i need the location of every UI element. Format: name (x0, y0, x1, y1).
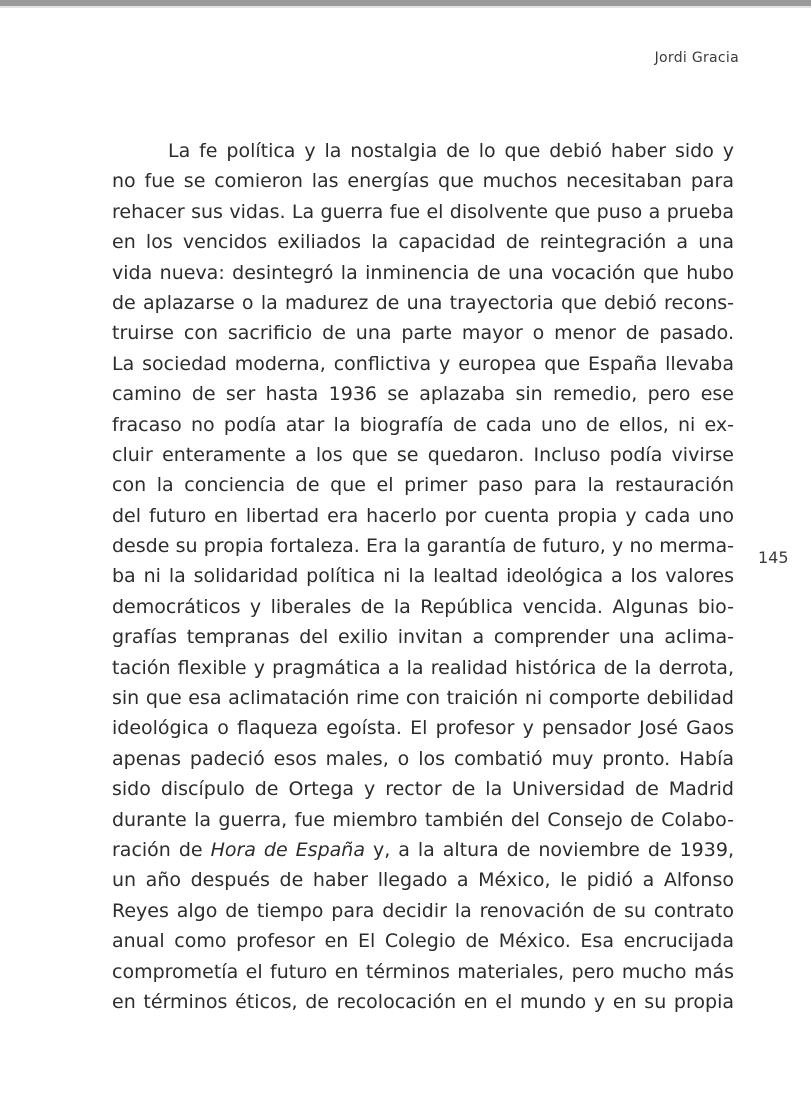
text-line: sin que esa aclimatación rime con traición ni comporte debilidad (112, 687, 734, 710)
book-title: Hora de España (210, 838, 365, 861)
text-line: rehacer sus vidas. La guerra fue el disolvente que puso a prueba (112, 200, 734, 223)
text-line: grafías tempranas del exilio invitan a comprender una aclima- (112, 626, 734, 649)
text-line-with-title (112, 835, 734, 865)
text-line: comprometía el futuro en términos materiales, pero mucho más (112, 960, 734, 983)
text-line: fracaso no podía atar la biografía de cada uno de ellos, ni ex- (112, 413, 734, 436)
text-line: desde su propia fortaleza. Era la garantía de futuro, y no merma- (112, 535, 734, 558)
page-number: 145 (758, 548, 789, 567)
text-line: anual como profesor en El Colegio de México. Esa encrucijada (112, 930, 734, 953)
text-line: no fue se comieron las energías que muchos necesitaban para (112, 170, 734, 193)
text-line: truirse con sacrificio de una parte mayor o menor de pasado. (112, 322, 734, 345)
body-text (112, 136, 734, 1017)
text-line: vida nueva: desintegró la inminencia de una vocación que hubo (112, 261, 734, 284)
text-line: La fe política y la nostalgia de lo que debió haber sido y (168, 140, 734, 162)
text-line: Reyes algo de tiempo para decidir la renovación de su contrato (112, 899, 734, 922)
text-line: cluir enteramente a los que se quedaron. Incluso podía vivirse (112, 443, 734, 466)
top-edge-shadow (0, 6, 811, 8)
text-line: democráticos y liberales de la República vencida. Algunas bio- (112, 595, 734, 618)
text-line: con la conciencia de que el primer paso para la restauración (112, 474, 734, 497)
text-line: durante la guerra, fue miembro también del Consejo de Colabo- (112, 808, 734, 831)
text-line: tación flexible y pragmática a la realidad histórica de la derrota, (112, 656, 734, 679)
text-line: La sociedad moderna, conflictiva y europea que España llevaba (112, 352, 734, 375)
text-segment: ración de (112, 838, 211, 861)
text-line: de aplazarse o la madurez de una trayectoria que debió recons- (112, 291, 734, 314)
text-line: del futuro en libertad era hacerlo por cuenta propia y cada uno (112, 504, 734, 527)
text-line: apenas padeció esos males, o los combatió muy pronto. Había (112, 747, 734, 770)
text-line: ba ni la solidaridad política ni la lealtad ideológica a los valores (112, 565, 734, 588)
text-line: ideológica o flaqueza egoísta. El profesor y pensador José Gaos (112, 717, 734, 740)
text-line: camino de ser hasta 1936 se aplazaba sin remedio, pero ese (112, 383, 734, 406)
text-line: en términos éticos, de recolocación en el mundo y en su propia (112, 990, 734, 1013)
running-head: Jordi Gracia (654, 50, 739, 66)
text-segment: y, a la altura de noviembre de 1939, (364, 838, 734, 861)
text-line: sido discípulo de Ortega y rector de la Universidad de Madrid (112, 778, 734, 801)
text-line: un año después de haber llegado a México, le pidió a Alfonso (112, 869, 734, 892)
text-line: en los vencidos exiliados la capacidad de reintegración a una (112, 231, 734, 254)
